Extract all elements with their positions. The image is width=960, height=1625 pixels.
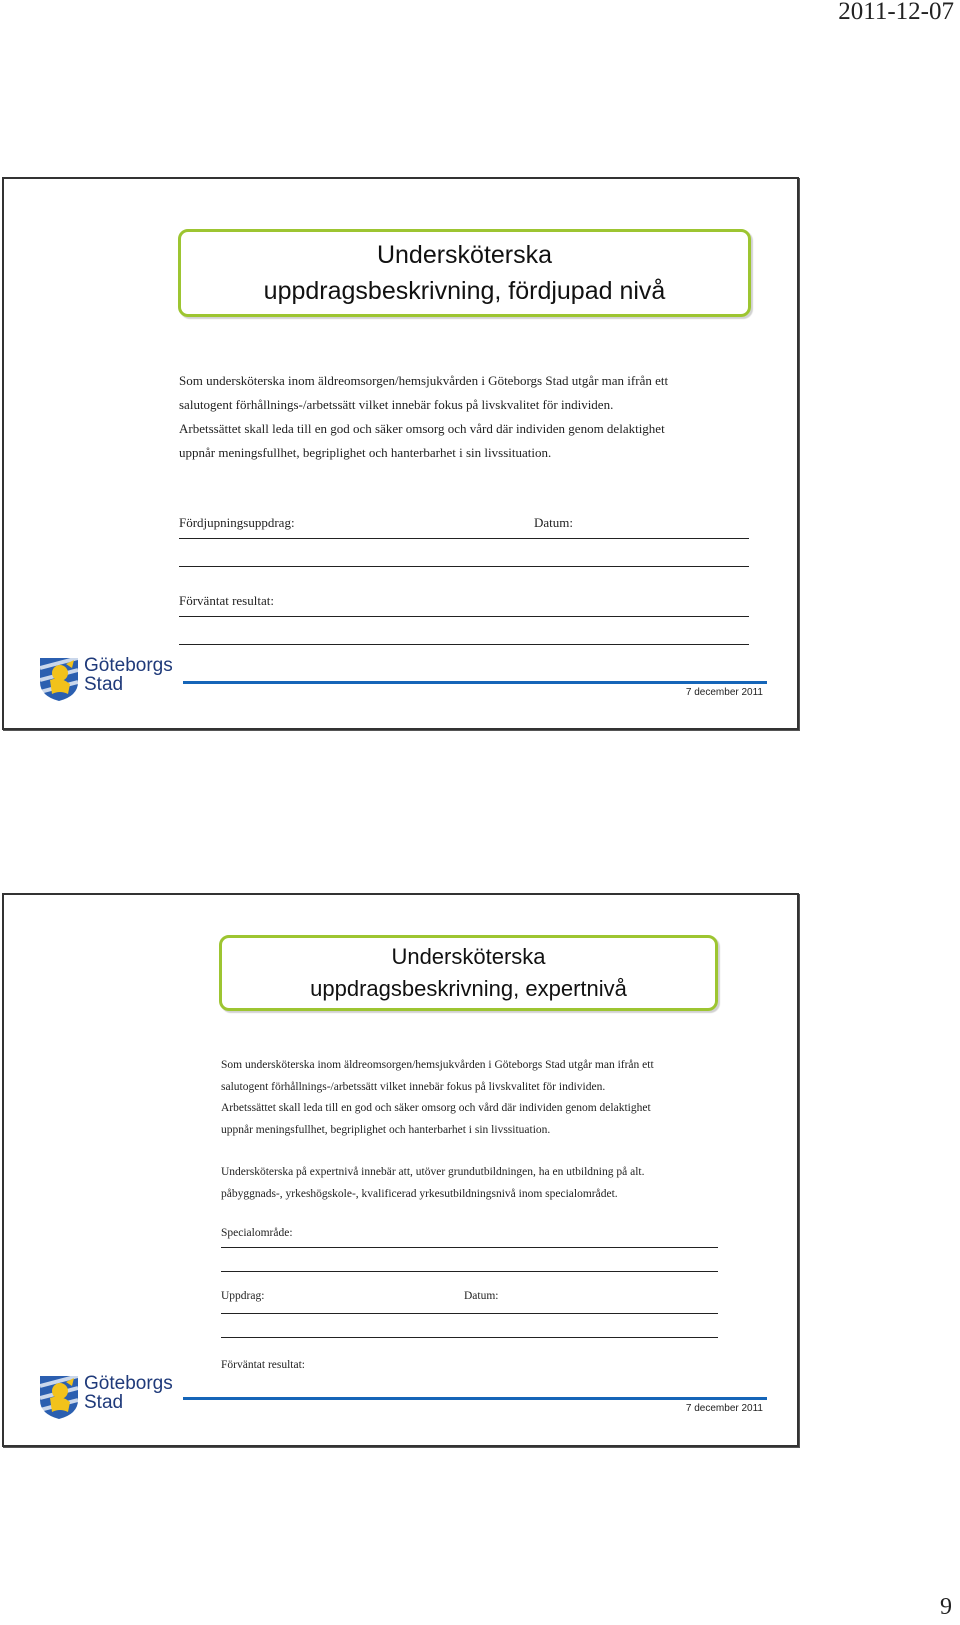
expected-result-label: Förväntat resultat:: [221, 1359, 305, 1371]
expected-result-line[interactable]: [179, 616, 749, 617]
body-line: påbyggnads-, yrkeshögskole-, kvalificerad yrkesutbildningsnivå inom specialområdet.: [221, 1187, 618, 1200]
date-label: Datum:: [534, 515, 573, 530]
footer-accent-line: [183, 681, 767, 684]
slide-title-line1: Undersköterska: [391, 944, 546, 969]
special-area-label: Specialområde:: [221, 1227, 293, 1239]
lion-shield-icon: [38, 1374, 80, 1420]
slide-body-text-2: [221, 1162, 691, 1205]
slide-body-text: [179, 369, 739, 465]
special-area-line[interactable]: [221, 1247, 718, 1248]
assignment-line-2[interactable]: [221, 1337, 718, 1338]
date-label: Datum:: [464, 1290, 499, 1302]
header-date: 2011-12-07: [838, 0, 954, 25]
body-line: uppnår meningsfullhet, begriplighet och hanterbarhet i sin livssituation.: [221, 1123, 551, 1136]
slide-title-line1: Undersköterska: [376, 241, 553, 269]
lion-shield-icon: [38, 656, 80, 702]
goteborgs-stad-logo: [38, 656, 178, 702]
footer-accent-line: [183, 1397, 767, 1400]
logo-wordmark: Göteborgs Stad: [84, 1373, 173, 1413]
footer-date: 7 december 2011: [685, 687, 763, 698]
page-number: 9: [940, 1594, 952, 1620]
assignment-label: Fördjupningsuppdrag:: [179, 515, 295, 530]
slide-title-line2: uppdragsbeskrivning, expertnivå: [310, 976, 627, 1001]
slide-title-line2: uppdragsbeskrivning, fördjupad nivå: [263, 277, 666, 305]
footer-date: 7 december 2011: [685, 1403, 763, 1414]
slide-title-box: [178, 229, 751, 317]
slide-fordjupad-niva: [2, 177, 799, 730]
assignment-line[interactable]: [221, 1313, 718, 1314]
slide-expertniva: [2, 893, 799, 1447]
body-line: Som undersköterska inom äldreomsorgen/hemsjukvården i Göteborgs Stad utgår man ifrån ett: [179, 373, 669, 388]
assignment-label: Uppdrag:: [221, 1290, 265, 1302]
assignment-line-2[interactable]: [179, 566, 749, 567]
body-line: salutogent förhållnings-/arbetssätt vilket innebär fokus på livskvalitet för individen.: [179, 397, 614, 412]
body-line: uppnår meningsfullhet, begriplighet och hanterbarhet i sin livssituation.: [179, 445, 552, 460]
special-area-line-2[interactable]: [221, 1271, 718, 1272]
expected-result-label: Förväntat resultat:: [179, 593, 274, 608]
slide-title-box: [219, 935, 718, 1011]
logo-wordmark: Göteborgs Stad: [84, 655, 173, 695]
body-line: Undersköterska på expertnivå innebär att, utöver grundutbildningen, ha en utbildning på alt.: [221, 1166, 645, 1178]
expected-result-line-2[interactable]: [179, 644, 749, 645]
assignment-line[interactable]: [179, 538, 749, 539]
slide-body-text: [221, 1055, 691, 1141]
body-line: Som undersköterska inom äldreomsorgen/hemsjukvården i Göteborgs Stad utgår man ifrån ett: [221, 1059, 654, 1071]
body-line: Arbetssättet skall leda till en god och säker omsorg och vård där individen genom delaktighet: [221, 1102, 651, 1114]
body-line: salutogent förhållnings-/arbetssätt vilket innebär fokus på livskvalitet för individen.: [221, 1080, 606, 1093]
goteborgs-stad-logo: [38, 1374, 178, 1420]
body-line: Arbetssättet skall leda till en god och säker omsorg och vård där individen genom delaktighet: [179, 421, 665, 436]
